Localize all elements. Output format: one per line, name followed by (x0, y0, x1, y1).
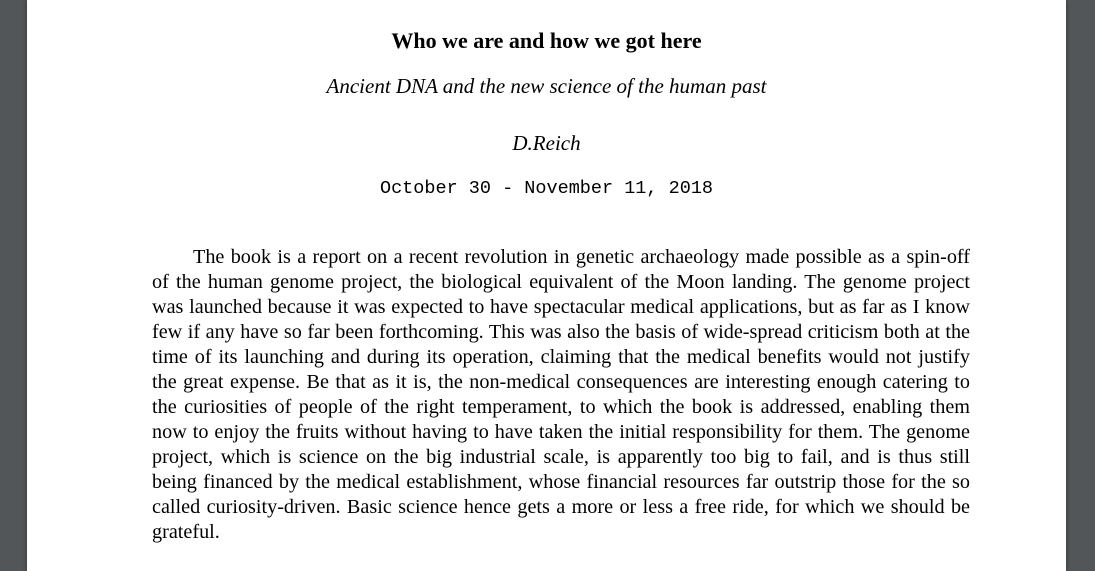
body-paragraph: The book is a report on a recent revolution in genetic archaeology made possible as a spin-off of the human genome project, the biological equivalent of the Moon landing. The genome project was launched because it was expected to have spectacular medical applications, but as far as I know few if any have so far been forthcoming. This was also the basis of wide-spread criticism both at the time of its launching and during its operation, claiming that the medical benefits would not justify the great expense. Be that as it is, the non-medical consequences are interesting enough catering to the curiosities of people of the right temperament, to which the book is addressed, enabling them now to enjoy the fruits without having to have taken the initial responsibility for them. The genome project, which is science on the big industrial scale, is apparently too big to fail, and is thus still being financed by the medical establishment, whose financial resources far outstrip those for the so called curiosity-driven. Basic science hence gets a more or less a free ride, for which we should be grateful. (152, 246, 970, 543)
document-subtitle: Ancient DNA and the new science of the human past (326, 74, 767, 98)
document-author: D.Reich (512, 131, 581, 155)
document-page[interactable] (27, 0, 1066, 571)
document-title: Who we are and how we got here (391, 28, 702, 53)
document-date: October 30 - November 11, 2018 (379, 178, 714, 199)
